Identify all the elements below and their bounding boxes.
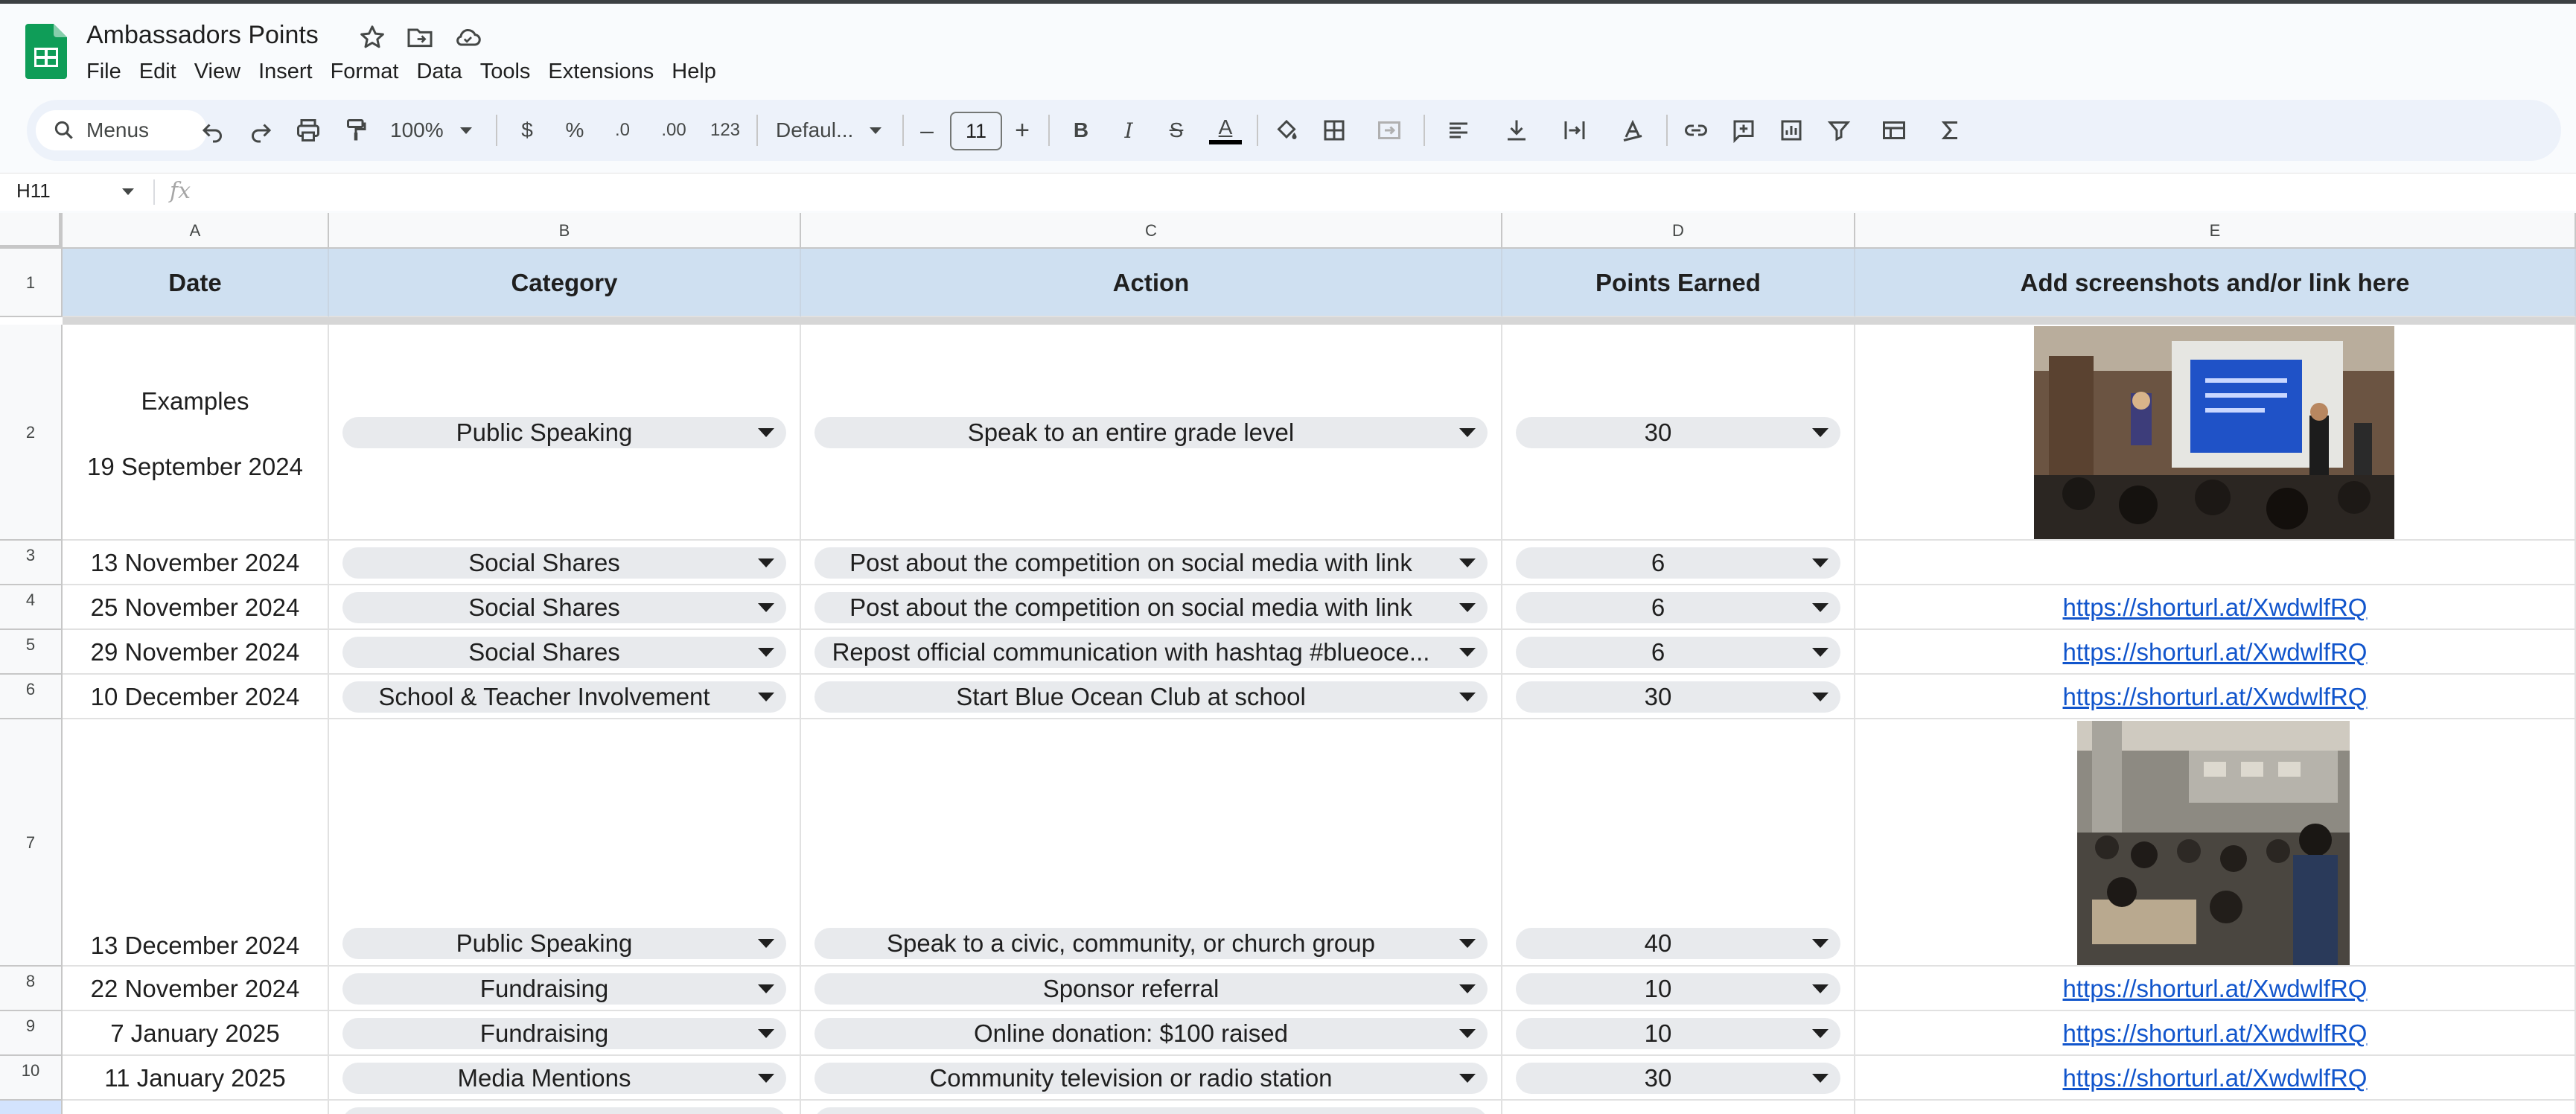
vertical-align-icon[interactable] bbox=[1491, 114, 1543, 147]
cell-a9[interactable]: 7 January 2025 bbox=[63, 1011, 329, 1056]
cell-e11[interactable] bbox=[1855, 1101, 2576, 1114]
cell-d6[interactable] bbox=[1502, 675, 1855, 719]
cell-b5[interactable] bbox=[329, 630, 801, 675]
text-rotation-icon[interactable] bbox=[1607, 114, 1659, 147]
font-size-input[interactable]: 11 bbox=[950, 112, 1002, 150]
evidence-link[interactable]: https://shorturl.at/XwdwlfRQ bbox=[2062, 683, 2368, 710]
decrease-font-size-button[interactable]: – bbox=[920, 116, 934, 144]
chevron-down-icon bbox=[1812, 1029, 1829, 1038]
zoom-select[interactable] bbox=[383, 114, 479, 147]
cell-e5[interactable] bbox=[1855, 630, 2576, 675]
category-dropdown-chip[interactable] bbox=[342, 1063, 786, 1094]
chip-value: Fundraising bbox=[479, 1019, 609, 1047]
menu-format[interactable]: Format bbox=[330, 60, 399, 83]
document-title[interactable]: Ambassadors Points bbox=[86, 21, 319, 49]
cell-e4[interactable] bbox=[1855, 585, 2576, 630]
chevron-down-icon bbox=[870, 127, 881, 134]
chip-value: Social Shares bbox=[468, 549, 620, 576]
column-header-c[interactable]: C bbox=[801, 213, 1502, 249]
window-top-border bbox=[0, 0, 2576, 4]
action-dropdown-chip[interactable] bbox=[814, 592, 1488, 623]
chip-value: Speak to an entire grade level bbox=[967, 418, 1295, 446]
functions-icon[interactable] bbox=[1930, 114, 1971, 147]
action-dropdown-chip[interactable] bbox=[814, 547, 1488, 579]
paint-format-icon[interactable] bbox=[335, 114, 377, 147]
chip-value: 6 bbox=[1651, 593, 1665, 621]
cell-a4[interactable]: 25 November 2024 bbox=[63, 585, 329, 630]
cell-b8[interactable] bbox=[329, 967, 801, 1011]
cell-e8[interactable] bbox=[1855, 967, 2576, 1011]
horizontal-align-icon[interactable] bbox=[1432, 114, 1485, 147]
evidence-link[interactable]: https://shorturl.at/XwdwlfRQ bbox=[2062, 975, 2368, 1002]
chevron-down-icon[interactable] bbox=[122, 188, 134, 195]
evidence-link[interactable]: https://shorturl.at/XwdwlfRQ bbox=[2062, 1064, 2368, 1092]
chevron-down-icon bbox=[758, 648, 774, 657]
insert-chart-icon[interactable] bbox=[1770, 114, 1812, 147]
cell-c2[interactable] bbox=[801, 325, 1502, 541]
toolbar-divider bbox=[1048, 115, 1050, 146]
points-dropdown-chip[interactable] bbox=[1516, 417, 1840, 448]
chevron-down-icon bbox=[1812, 603, 1829, 612]
menu-insert[interactable]: Insert bbox=[258, 60, 313, 83]
text-color-swatch bbox=[1209, 140, 1242, 144]
cell-c3[interactable] bbox=[801, 541, 1502, 585]
chip-value: School & Teacher Involvement bbox=[378, 683, 710, 710]
cell-a8[interactable]: 22 November 2024 bbox=[63, 967, 329, 1011]
cell-b7[interactable] bbox=[329, 719, 801, 967]
row-header-3[interactable]: 3 bbox=[0, 541, 63, 585]
cell-c7[interactable] bbox=[801, 719, 1502, 967]
category-dropdown-chip[interactable] bbox=[342, 547, 786, 579]
chip-value: 6 bbox=[1651, 638, 1665, 666]
increase-font-size-button[interactable]: + bbox=[1015, 115, 1030, 144]
toolbar-divider bbox=[1666, 115, 1668, 146]
category-dropdown-chip[interactable] bbox=[342, 681, 786, 713]
chevron-down-icon bbox=[1812, 558, 1829, 567]
decrease-decimal-button[interactable]: .0 bbox=[614, 120, 630, 140]
text-wrapping-icon[interactable] bbox=[1549, 114, 1601, 147]
chip-value: 30 bbox=[1644, 1064, 1672, 1092]
action-dropdown-chip[interactable] bbox=[814, 973, 1488, 1005]
chevron-down-icon bbox=[1459, 1074, 1476, 1083]
chevron-down-icon bbox=[1459, 1029, 1476, 1038]
cell-b2[interactable] bbox=[329, 325, 801, 541]
chevron-down-icon bbox=[1812, 984, 1829, 993]
presentation-photo[interactable] bbox=[2034, 326, 2394, 539]
cell-c4[interactable] bbox=[801, 585, 1502, 630]
header-date[interactable]: Date bbox=[63, 249, 329, 317]
chip-value: Repost official communication with hashtag #blueoce... bbox=[832, 638, 1430, 666]
chevron-down-icon bbox=[758, 1029, 774, 1038]
chip-value: 6 bbox=[1651, 549, 1665, 576]
name-box[interactable]: H11 bbox=[16, 179, 51, 202]
italic-button[interactable]: I bbox=[1124, 118, 1133, 143]
toolbar-divider bbox=[756, 115, 758, 146]
cell-e9[interactable] bbox=[1855, 1011, 2576, 1056]
print-icon[interactable] bbox=[287, 114, 329, 147]
chevron-down-icon bbox=[1812, 648, 1829, 657]
redo-icon[interactable] bbox=[240, 114, 281, 147]
cell-c9[interactable] bbox=[801, 1011, 1502, 1056]
font-family-select[interactable] bbox=[768, 114, 910, 147]
menu-file[interactable]: File bbox=[86, 60, 121, 83]
text-color-icon: A bbox=[1218, 115, 1233, 139]
row-header-9[interactable]: 9 bbox=[0, 1011, 63, 1056]
chevron-down-icon bbox=[758, 693, 774, 701]
points-dropdown-chip[interactable] bbox=[1516, 928, 1840, 959]
menus-search[interactable] bbox=[36, 110, 207, 150]
select-all-corner[interactable] bbox=[0, 213, 63, 249]
category-dropdown-chip[interactable] bbox=[342, 973, 786, 1005]
column-header-e[interactable]: E bbox=[1855, 213, 2576, 249]
cell-b10[interactable] bbox=[329, 1056, 801, 1101]
chevron-down-icon bbox=[1459, 428, 1476, 437]
chip-value: Sponsor referral bbox=[1042, 975, 1220, 1002]
more-formats-button[interactable]: 123 bbox=[710, 120, 741, 140]
chip-value: Fundraising bbox=[479, 975, 609, 1002]
cloud-saved-icon[interactable] bbox=[453, 22, 482, 52]
row-header-4[interactable]: 4 bbox=[0, 585, 63, 630]
cell-d4[interactable] bbox=[1502, 585, 1855, 630]
insert-link-icon[interactable] bbox=[1675, 114, 1717, 147]
cell-e2[interactable] bbox=[1855, 325, 2576, 541]
evidence-link[interactable]: https://shorturl.at/XwdwlfRQ bbox=[2062, 593, 2368, 621]
cell-d7[interactable] bbox=[1502, 719, 1855, 967]
column-header-b[interactable]: B bbox=[329, 213, 801, 249]
chip-value: Social Shares bbox=[468, 638, 620, 666]
cell-d10[interactable] bbox=[1502, 1056, 1855, 1101]
cell-a2[interactable] bbox=[63, 325, 329, 541]
points-dropdown-chip[interactable] bbox=[1516, 592, 1840, 623]
chevron-down-icon bbox=[758, 939, 774, 948]
star-icon[interactable] bbox=[357, 22, 387, 52]
chevron-down-icon bbox=[1459, 558, 1476, 567]
row-header-1[interactable]: 1 bbox=[0, 249, 63, 317]
action-dropdown-chip[interactable] bbox=[814, 1018, 1488, 1049]
points-dropdown-chip[interactable] bbox=[1516, 637, 1840, 668]
action-dropdown-chip[interactable] bbox=[814, 417, 1488, 448]
classroom-photo[interactable] bbox=[2077, 721, 2350, 965]
cell-e7[interactable] bbox=[1855, 719, 2576, 967]
move-folder-icon[interactable] bbox=[405, 22, 435, 52]
chip-value: Speak to a civic, community, or church group bbox=[886, 929, 1375, 957]
row-header-10[interactable]: 10 bbox=[0, 1056, 63, 1101]
action-dropdown-chip[interactable] bbox=[814, 637, 1488, 668]
cell-b11[interactable] bbox=[329, 1101, 801, 1114]
row-header-8[interactable]: 8 bbox=[0, 967, 63, 1011]
row-header-11[interactable] bbox=[0, 1101, 63, 1114]
bold-button[interactable]: B bbox=[1073, 118, 1089, 141]
cell-a5[interactable]: 29 November 2024 bbox=[63, 630, 329, 675]
cell-c8[interactable] bbox=[801, 967, 1502, 1011]
category-dropdown-chip[interactable] bbox=[342, 417, 786, 448]
text-color-button[interactable] bbox=[1203, 114, 1248, 147]
zoom-value: 100% bbox=[390, 118, 444, 141]
chevron-down-icon bbox=[758, 428, 774, 437]
menu-help[interactable]: Help bbox=[672, 60, 716, 83]
row-header-2[interactable]: 2 bbox=[0, 325, 63, 541]
toolbar bbox=[27, 100, 2561, 161]
strikethrough-button[interactable]: S bbox=[1169, 118, 1184, 141]
chip-value: 30 bbox=[1644, 418, 1672, 446]
cell-c6[interactable] bbox=[801, 675, 1502, 719]
cell-a10[interactable]: 11 January 2025 bbox=[63, 1056, 329, 1101]
cell-c10[interactable] bbox=[801, 1056, 1502, 1101]
chevron-down-icon bbox=[1459, 603, 1476, 612]
cell-d8[interactable] bbox=[1502, 967, 1855, 1011]
menu-bar bbox=[86, 58, 725, 85]
action-dropdown-chip[interactable] bbox=[814, 1107, 1488, 1114]
chevron-down-icon bbox=[758, 558, 774, 567]
chip-value: 40 bbox=[1644, 929, 1672, 957]
undo-icon[interactable] bbox=[192, 114, 234, 147]
row-header-7[interactable]: 7 bbox=[0, 719, 63, 967]
category-dropdown-chip[interactable] bbox=[342, 1107, 786, 1114]
cell-b9[interactable] bbox=[329, 1011, 801, 1056]
chevron-down-icon bbox=[1812, 428, 1829, 437]
column-header-d[interactable]: D bbox=[1502, 213, 1855, 249]
cell-a11[interactable] bbox=[63, 1101, 329, 1114]
cell-b3[interactable] bbox=[329, 541, 801, 585]
spreadsheet-grid bbox=[0, 213, 2576, 1114]
evidence-link[interactable]: https://shorturl.at/XwdwlfRQ bbox=[2062, 638, 2368, 666]
menu-tools[interactable]: Tools bbox=[479, 60, 531, 83]
header-action[interactable]: Action bbox=[801, 249, 1502, 317]
filter-views-icon[interactable] bbox=[1866, 114, 1922, 147]
formula-bar-divider bbox=[153, 179, 155, 205]
chip-value: Social Shares bbox=[468, 593, 620, 621]
chip-value: 10 bbox=[1644, 975, 1672, 1002]
borders-icon[interactable] bbox=[1313, 114, 1355, 147]
increase-decimal-button[interactable]: .00 bbox=[661, 120, 686, 140]
currency-format-button[interactable]: $ bbox=[521, 118, 533, 141]
category-dropdown-chip[interactable] bbox=[342, 928, 786, 959]
chip-value: Public Speaking bbox=[456, 929, 633, 957]
filter-icon[interactable] bbox=[1818, 114, 1860, 147]
menu-edit[interactable]: Edit bbox=[138, 60, 176, 83]
category-dropdown-chip[interactable] bbox=[342, 592, 786, 623]
merge-cells-icon[interactable] bbox=[1361, 114, 1418, 147]
column-header-a[interactable]: A bbox=[63, 213, 329, 249]
header-evidence[interactable]: Add screenshots and/or link here bbox=[1855, 249, 2576, 317]
category-dropdown-chip[interactable] bbox=[342, 637, 786, 668]
chip-value: 10 bbox=[1644, 1019, 1672, 1047]
sheets-logo-icon[interactable] bbox=[25, 24, 67, 79]
toolbar-divider bbox=[902, 115, 904, 146]
cell-c11[interactable] bbox=[801, 1101, 1502, 1114]
chip-value: Public Speaking bbox=[456, 418, 633, 446]
cell-d3[interactable] bbox=[1502, 541, 1855, 585]
chip-value: Post about the competition on social media with link bbox=[849, 549, 1412, 576]
formula-bar bbox=[0, 173, 2576, 211]
chip-value: 30 bbox=[1644, 683, 1672, 710]
chevron-down-icon bbox=[1459, 648, 1476, 657]
menu-extensions[interactable]: Extensions bbox=[548, 60, 654, 83]
chevron-down-icon bbox=[1459, 939, 1476, 948]
chevron-down-icon bbox=[758, 1074, 774, 1083]
chevron-down-icon bbox=[1812, 693, 1829, 701]
frozen-row-divider[interactable] bbox=[63, 317, 2576, 325]
toolbar-divider bbox=[1257, 115, 1258, 146]
chevron-down-icon bbox=[758, 984, 774, 993]
cell-b4[interactable] bbox=[329, 585, 801, 630]
row-date: 19 September 2024 bbox=[87, 453, 303, 480]
points-dropdown-chip[interactable] bbox=[1516, 547, 1840, 579]
percent-format-button[interactable]: % bbox=[565, 118, 584, 141]
chevron-down-icon bbox=[1459, 693, 1476, 701]
cell-d9[interactable] bbox=[1502, 1011, 1855, 1056]
evidence-link[interactable]: https://shorturl.at/XwdwlfRQ bbox=[2062, 1019, 2368, 1047]
cell-d5[interactable] bbox=[1502, 630, 1855, 675]
cell-d11[interactable] bbox=[1502, 1101, 1855, 1114]
insert-comment-icon[interactable] bbox=[1723, 114, 1764, 147]
menus-search-label: Menus bbox=[86, 118, 150, 141]
chevron-down-icon bbox=[460, 127, 472, 134]
header-points[interactable]: Points Earned bbox=[1502, 249, 1855, 317]
cell-e6[interactable] bbox=[1855, 675, 2576, 719]
chip-value: Media Mentions bbox=[457, 1064, 631, 1092]
chevron-down-icon bbox=[1812, 939, 1829, 948]
chevron-down-icon bbox=[1812, 1074, 1829, 1083]
examples-label: Examples bbox=[141, 387, 249, 415]
cell-a6[interactable]: 10 December 2024 bbox=[63, 675, 329, 719]
action-dropdown-chip[interactable] bbox=[814, 928, 1488, 959]
points-dropdown-chip[interactable] bbox=[1516, 973, 1840, 1005]
chip-value: Post about the competition on social media with link bbox=[849, 593, 1412, 621]
toolbar-divider bbox=[496, 115, 497, 146]
points-dropdown-chip[interactable] bbox=[1516, 1063, 1840, 1094]
chevron-down-icon bbox=[758, 603, 774, 612]
chip-value: Community television or radio station bbox=[929, 1064, 1333, 1092]
menu-data[interactable]: Data bbox=[416, 60, 462, 83]
cell-a3[interactable]: 13 November 2024 bbox=[63, 541, 329, 585]
chip-value: Online donation: $100 raised bbox=[974, 1019, 1288, 1047]
cell-d2[interactable] bbox=[1502, 325, 1855, 541]
chevron-down-icon bbox=[1459, 984, 1476, 993]
row-header-6[interactable]: 6 bbox=[0, 675, 63, 719]
row-header-5[interactable]: 5 bbox=[0, 630, 63, 675]
search-icon bbox=[52, 118, 76, 142]
category-dropdown-chip[interactable] bbox=[342, 1018, 786, 1049]
action-dropdown-chip[interactable] bbox=[814, 681, 1488, 713]
menu-view[interactable]: View bbox=[194, 60, 241, 83]
cell-b6[interactable] bbox=[329, 675, 801, 719]
toolbar-divider bbox=[1424, 115, 1425, 146]
row-date: 13 December 2024 bbox=[90, 932, 300, 959]
cell-e10[interactable] bbox=[1855, 1056, 2576, 1101]
cell-e3[interactable] bbox=[1855, 541, 2576, 585]
chip-value: Start Blue Ocean Club at school bbox=[956, 683, 1306, 710]
font-family-value: Defaul... bbox=[776, 118, 854, 141]
points-dropdown-chip[interactable] bbox=[1516, 1018, 1840, 1049]
cell-c5[interactable] bbox=[801, 630, 1502, 675]
points-dropdown-chip[interactable] bbox=[1516, 681, 1840, 713]
fx-icon: fx bbox=[170, 178, 191, 204]
fill-color-icon[interactable] bbox=[1266, 114, 1307, 147]
header-category[interactable]: Category bbox=[329, 249, 801, 317]
action-dropdown-chip[interactable] bbox=[814, 1063, 1488, 1094]
cell-a7[interactable] bbox=[63, 719, 329, 967]
